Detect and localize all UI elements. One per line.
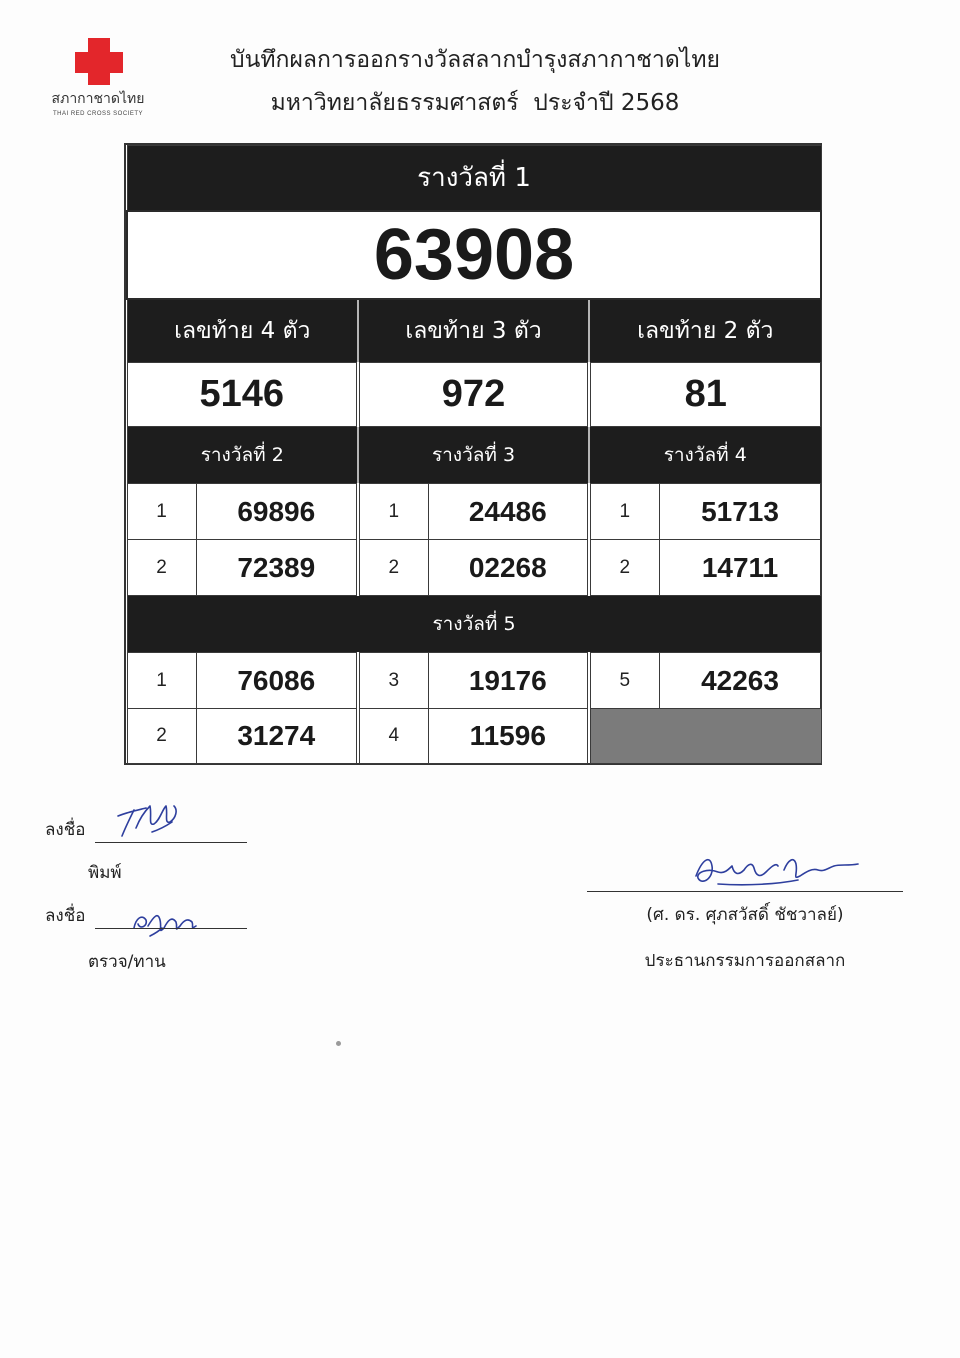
results-table-frame bbox=[124, 143, 822, 765]
checker-role: ตรวจ/ทาน bbox=[88, 952, 166, 972]
entry-index: 1 bbox=[127, 484, 196, 540]
last-2-digits-header: เลขท้าย 2 ตัว bbox=[589, 299, 821, 363]
fourth-prize-number: 14711 bbox=[659, 540, 821, 596]
last-4-digits-number: 5146 bbox=[127, 363, 358, 427]
first-prize-row bbox=[127, 211, 821, 299]
last-3-digits-number: 972 bbox=[358, 363, 589, 427]
first-prize-header-row bbox=[127, 146, 821, 211]
entry-index: 2 bbox=[589, 540, 659, 596]
last-2-digits-number: 81 bbox=[589, 363, 821, 427]
second-prize-number: 72389 bbox=[196, 540, 358, 596]
checker-sign-label: ลงชื่อ bbox=[45, 906, 86, 926]
results-table bbox=[126, 145, 822, 764]
table-row bbox=[127, 484, 821, 540]
last-4-digits-header: เลขท้าย 4 ตัว bbox=[127, 299, 358, 363]
entry-index: 2 bbox=[127, 709, 196, 764]
fifth-prize-number: 11596 bbox=[428, 709, 589, 764]
fourth-prize-header: รางวัลที่ 4 bbox=[589, 427, 821, 484]
entry-index: 5 bbox=[589, 653, 659, 709]
red-cross-icon-bar bbox=[75, 52, 123, 73]
fifth-prize-number: 19176 bbox=[428, 653, 589, 709]
document-subtitle: มหาวิทยาลัยธรรมศาสตร์ ประจำปี 2568 bbox=[270, 90, 680, 116]
entry-index: 1 bbox=[358, 484, 428, 540]
signature-line bbox=[95, 842, 247, 843]
logo-name-thai: สภากาชาดไทย bbox=[51, 91, 145, 107]
entry-index: 3 bbox=[358, 653, 428, 709]
signature-line bbox=[587, 891, 903, 892]
entry-index: 2 bbox=[358, 540, 428, 596]
third-prize-number: 02268 bbox=[428, 540, 589, 596]
first-prize-header: รางวัลที่ 1 bbox=[127, 146, 821, 211]
fifth-prize-header-row bbox=[127, 596, 821, 653]
last-digits-header-row bbox=[127, 299, 821, 363]
fifth-prize-number: 76086 bbox=[196, 653, 358, 709]
checker-signature bbox=[128, 898, 203, 940]
typist-signature bbox=[112, 796, 187, 844]
last-digits-row bbox=[127, 363, 821, 427]
chair-name: (ศ. ดร. ศุภสวัสดิ์ ชัชวาลย์) bbox=[646, 905, 844, 925]
typist-role: พิมพ์ bbox=[88, 863, 122, 883]
entry-index: 4 bbox=[358, 709, 428, 764]
second-prize-number: 69896 bbox=[196, 484, 358, 540]
entry-index: 1 bbox=[127, 653, 196, 709]
chair-signature bbox=[688, 850, 866, 892]
last-3-digits-header: เลขท้าย 3 ตัว bbox=[358, 299, 589, 363]
typist-sign-label: ลงชื่อ bbox=[45, 820, 86, 840]
empty-cell bbox=[589, 709, 821, 764]
scan-speck bbox=[336, 1041, 341, 1046]
fifth-prize-number: 31274 bbox=[196, 709, 358, 764]
table-row bbox=[127, 709, 821, 764]
entry-index: 1 bbox=[589, 484, 659, 540]
third-prize-number: 24486 bbox=[428, 484, 589, 540]
document-title: บันทึกผลการออกรางวัลสลากบำรุงสภากาชาดไทย bbox=[230, 47, 720, 73]
first-prize-number: 63908 bbox=[127, 211, 821, 299]
table-row bbox=[127, 653, 821, 709]
fifth-prize-header: รางวัลที่ 5 bbox=[127, 596, 821, 653]
signature-line bbox=[95, 928, 247, 929]
third-prize-header: รางวัลที่ 3 bbox=[358, 427, 589, 484]
entry-index: 2 bbox=[127, 540, 196, 596]
chair-role: ประธานกรรมการออกสลาก bbox=[644, 951, 846, 971]
logo-name-english: THAI RED CROSS SOCIETY bbox=[52, 111, 143, 117]
prizes-2-4-header-row bbox=[127, 427, 821, 484]
table-row bbox=[127, 540, 821, 596]
second-prize-header: รางวัลที่ 2 bbox=[127, 427, 358, 484]
fifth-prize-number: 42263 bbox=[659, 653, 821, 709]
fourth-prize-number: 51713 bbox=[659, 484, 821, 540]
